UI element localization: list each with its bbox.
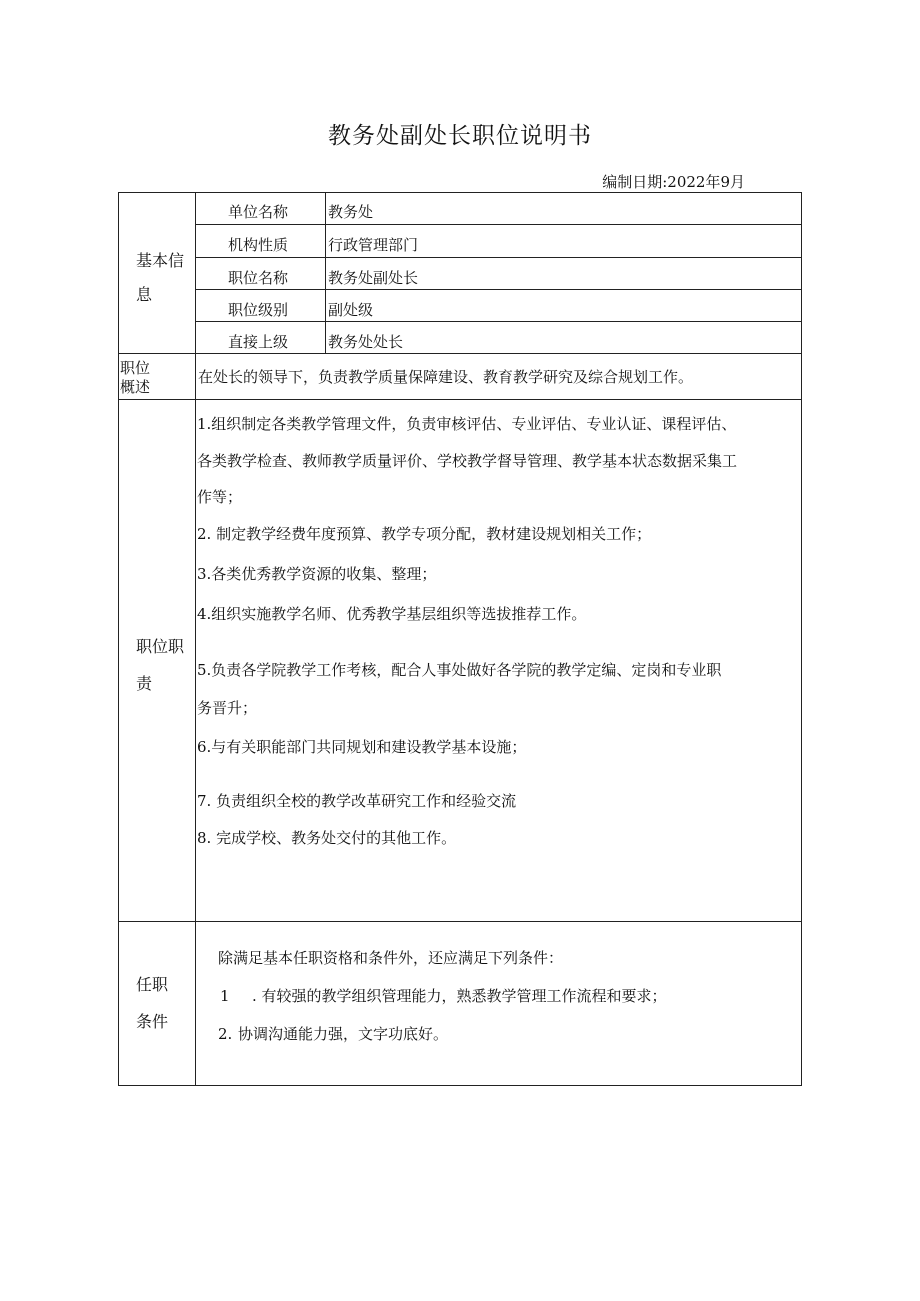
requirements-intro: 除满足基本任职资格和条件外，还应满足下列条件： <box>218 949 564 967</box>
field-label: 职位级别 <box>228 301 289 319</box>
field-value: 教务处处长 <box>328 333 404 351</box>
overview-header-line1: 职位 <box>120 359 151 377</box>
duties-header-line2: 责 <box>136 674 153 693</box>
requirement-text: . 有较强的教学组织管理能力，熟悉教学管理工作流程和要求； <box>252 987 667 1005</box>
overview-header-line2: 概述 <box>120 378 151 396</box>
page-title: 教务处副处长职位说明书 <box>328 123 592 149</box>
field-label: 单位名称 <box>228 203 289 221</box>
field-label: 机构性质 <box>228 236 289 254</box>
section-divider <box>118 921 802 922</box>
requirements-header-line1: 任职 <box>136 975 169 994</box>
duty-line: 4.组织实施教学名师、优秀教学基层组织等选拔推荐工作。 <box>197 605 587 623</box>
duty-line: 6.与有关职能部门共同规划和建设教学基本设施； <box>197 738 527 756</box>
field-value: 教务处副处长 <box>328 269 419 287</box>
row-divider <box>195 224 802 225</box>
row-divider <box>195 321 802 322</box>
row-divider <box>195 289 802 290</box>
duty-line: 各类教学检查、教师教学质量评价、学校教学督导管理、教学基本状态数据采集工 <box>197 452 738 470</box>
duty-line: 作等； <box>197 488 243 506</box>
field-value: 行政管理部门 <box>328 236 419 254</box>
duty-line: 8. 完成学校、教务处交付的其他工作。 <box>197 829 457 847</box>
requirements-header-line2: 条件 <box>136 1012 169 1031</box>
field-value: 教务处 <box>328 203 374 221</box>
field-label: 职位名称 <box>228 269 289 287</box>
field-label: 直接上级 <box>228 333 289 351</box>
basic-info-header-line1: 基本信 <box>136 251 185 270</box>
requirement-number: 2. <box>218 1025 233 1043</box>
duty-line: 7. 负责组织全校的教学改革研究工作和经验交流 <box>197 792 517 810</box>
column-divider <box>195 353 196 399</box>
duty-line: 5.负责各学院教学工作考核，配合人事处做好各学院的教学定编、定岗和专业职 <box>197 661 722 679</box>
column-divider <box>195 399 196 1086</box>
compile-date: 编制日期:2022年9月 <box>602 173 745 191</box>
section-divider <box>118 353 802 354</box>
overview-text: 在处长的领导下，负责教学质量保障建设、教育教学研究及综合规划工作。 <box>198 368 694 386</box>
row-divider <box>195 257 802 258</box>
duty-line: 务晋升； <box>197 699 258 717</box>
duties-header-line1: 职位职 <box>136 637 185 656</box>
column-divider <box>195 192 196 353</box>
duty-line: 2. 制定教学经费年度预算、教学专项分配，教材建设规划相关工作； <box>197 525 652 543</box>
field-value: 副处级 <box>328 301 374 319</box>
duty-line: 3.各类优秀教学资源的收集、整理； <box>197 565 437 583</box>
requirement-number: 1 <box>220 987 230 1005</box>
duty-line: 1.组织制定各类教学管理文件，负责审核评估、专业评估、专业认证、课程评估、 <box>197 415 737 433</box>
section-divider <box>118 399 802 400</box>
basic-info-header-line2: 息 <box>136 285 153 304</box>
requirement-text: 协调沟通能力强，文字功底好。 <box>238 1025 449 1043</box>
column-divider <box>325 192 326 353</box>
